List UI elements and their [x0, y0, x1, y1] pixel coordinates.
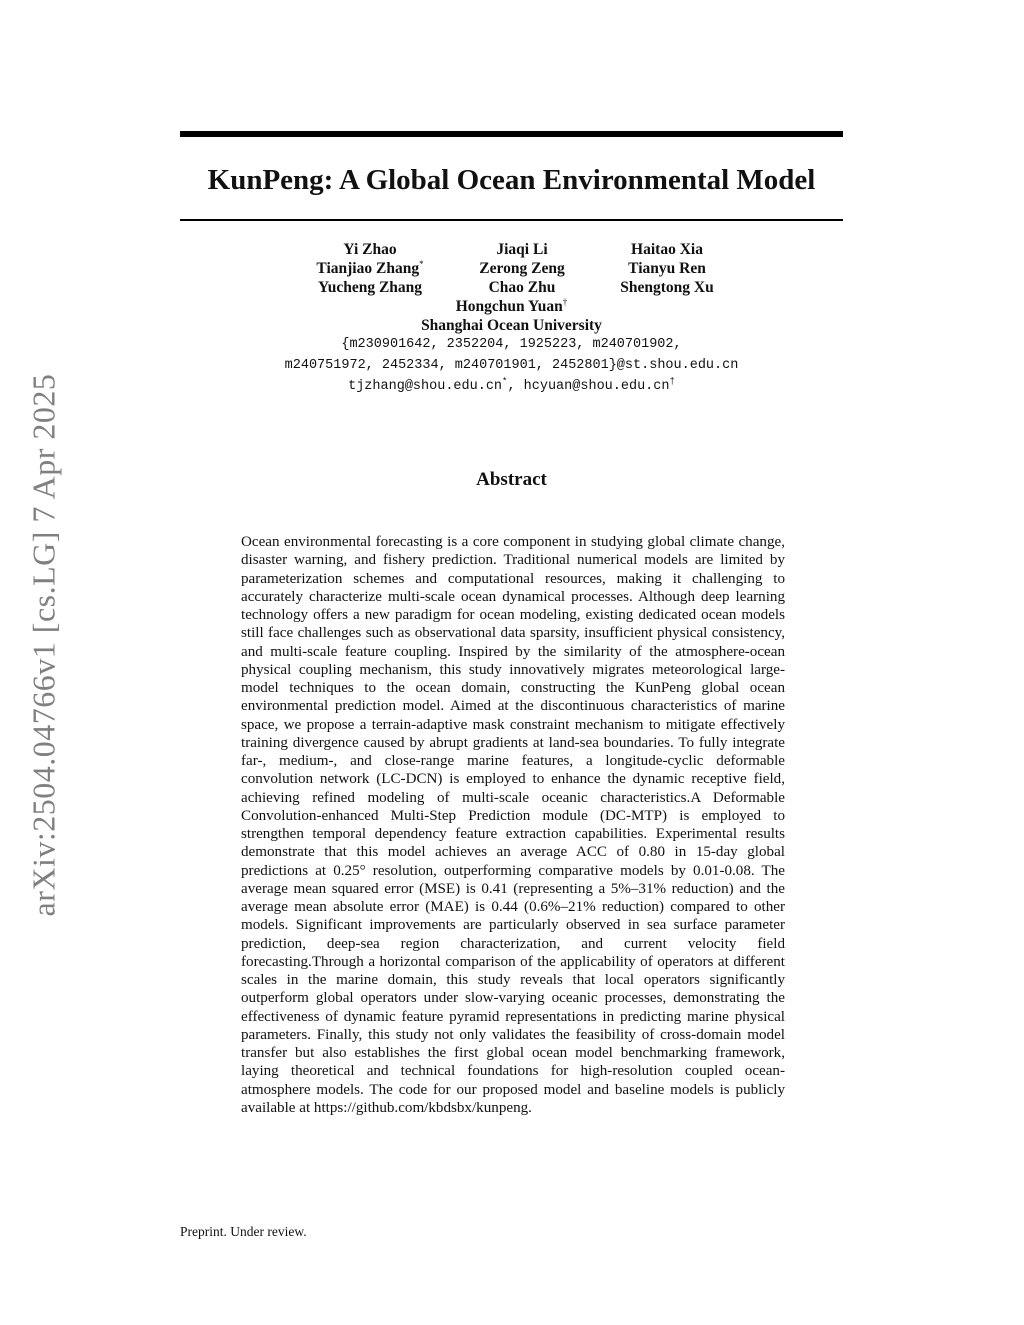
email-line-1: {m230901642, 2352204, 1925223, m240701902,	[341, 337, 682, 352]
affiliation: Shanghai Ocean University	[421, 317, 602, 334]
author-name: Tianyu Ren	[628, 260, 706, 277]
author-name: Tianjiao Zhang	[316, 260, 420, 277]
author-row-2	[180, 259, 843, 278]
author-name: Chao Zhu	[488, 279, 556, 296]
author-name: Haitao Xia	[631, 241, 703, 258]
email-address: tjzhang@shou.edu.cn	[348, 379, 503, 394]
corresponding-mark: *	[419, 258, 424, 269]
footer-note: Preprint. Under review.	[180, 1224, 307, 1239]
author-name: Yucheng Zhang	[317, 279, 423, 296]
author-name: Yi Zhao	[343, 241, 397, 258]
email-line-3	[180, 376, 843, 397]
email-separator: ,	[507, 379, 524, 394]
corresponding-mark: *	[502, 376, 508, 387]
corresponding-mark: †	[562, 296, 568, 307]
email-line-2: m240751972, 2452334, m240701901, 2452801}@st.shou.edu.cn	[284, 358, 739, 373]
title-top-rule	[180, 131, 843, 137]
author-name: Jiaqi Li	[496, 241, 548, 258]
author-row-3	[180, 278, 843, 297]
author-name: Hongchun Yuan	[455, 298, 563, 315]
corresponding-mark: †	[669, 376, 675, 387]
author-block	[180, 240, 843, 335]
author-name: Shengtong Xu	[620, 279, 714, 296]
author-row-1	[180, 240, 843, 259]
abstract-text: Ocean environmental forecasting is a core component in studying global climate change, disaster warning, and fishery prediction. Traditional numerical models are limited by parameterization schemes and computational resources, making it challenging to accurately characterize multi-scale ocean dynamical processes. Although deep learning technology offers a new paradigm for ocean modeling, existing dedicated ocean models still face challenges such as observational data sparsity, insufficient physical consistency, and multi-scale feature coupling. Inspired by the similarity of the atmosphere-ocean physical coupling mechanism, this study innovatively migrates meteorological large-model techniques to the ocean domain, constructing the KunPeng global ocean environmental prediction model. Aimed at the discontinuous characteristics of marine space, we propose a terrain-adaptive mask constraint mechanism to mitigate effectively training divergence caused by abrupt gradients at land-sea boundaries. To fully integrate far-, medium-, and close-range marine features, a longitude-cyclic deformable convolution network (LC-DCN) is employed to enhance the dynamic receptive field, achieving refined modeling of multi-scale oceanic characteristics.A Deformable Convolution-enhanced Multi-Step Prediction module (DC-MTP) is employed to strengthen temporal dependency feature extraction capabilities. Experimental results demonstrate that this model achieves an average ACC of 0.80 in 15-day global predictions at 0.25° resolution, outperforming comparative models by 0.01-0.08. The average mean squared error (MSE) is 0.41 (representing a 5%–31% reduction) and the average mean absolute error (MAE) is 0.44 (0.6%–21% reduction) compared to other models. Significant improvements are particularly observed in sea surface parameter prediction, deep-sea region characterization, and current velocity field forecasting.Through a horizontal comparison of the applicability of operators at different scales in the marine domain, this study reveals that local operators significantly outperform global operators under slow-varying oceanic processes, demonstrating the effectiveness of dynamic feature pyramid representations in predicting marine physical parameters. Finally, this study not only validates the feasibility of cross-domain model transfer but also establishes the first global ocean model benchmarking framework, laying theoretical and technical foundations for high-resolution coupled ocean-atmosphere models. The code for our proposed model and baseline models is publicly available at https://github.com/kbdsbx/kunpeng.	[241, 534, 785, 1116]
email-block	[180, 334, 843, 397]
author-row-4	[180, 297, 843, 316]
author-name-with-mark	[316, 259, 423, 278]
abstract-heading: Abstract	[476, 469, 547, 490]
title-bottom-rule	[180, 219, 843, 221]
arxiv-identifier: arXiv:2504.04766v1 [cs.LG] 7 Apr 2025	[25, 373, 62, 917]
paper-title: KunPeng: A Global Ocean Environmental Model	[207, 164, 816, 196]
author-name: Zerong Zeng	[479, 260, 565, 277]
email-address: hcyuan@shou.edu.cn	[523, 379, 670, 394]
